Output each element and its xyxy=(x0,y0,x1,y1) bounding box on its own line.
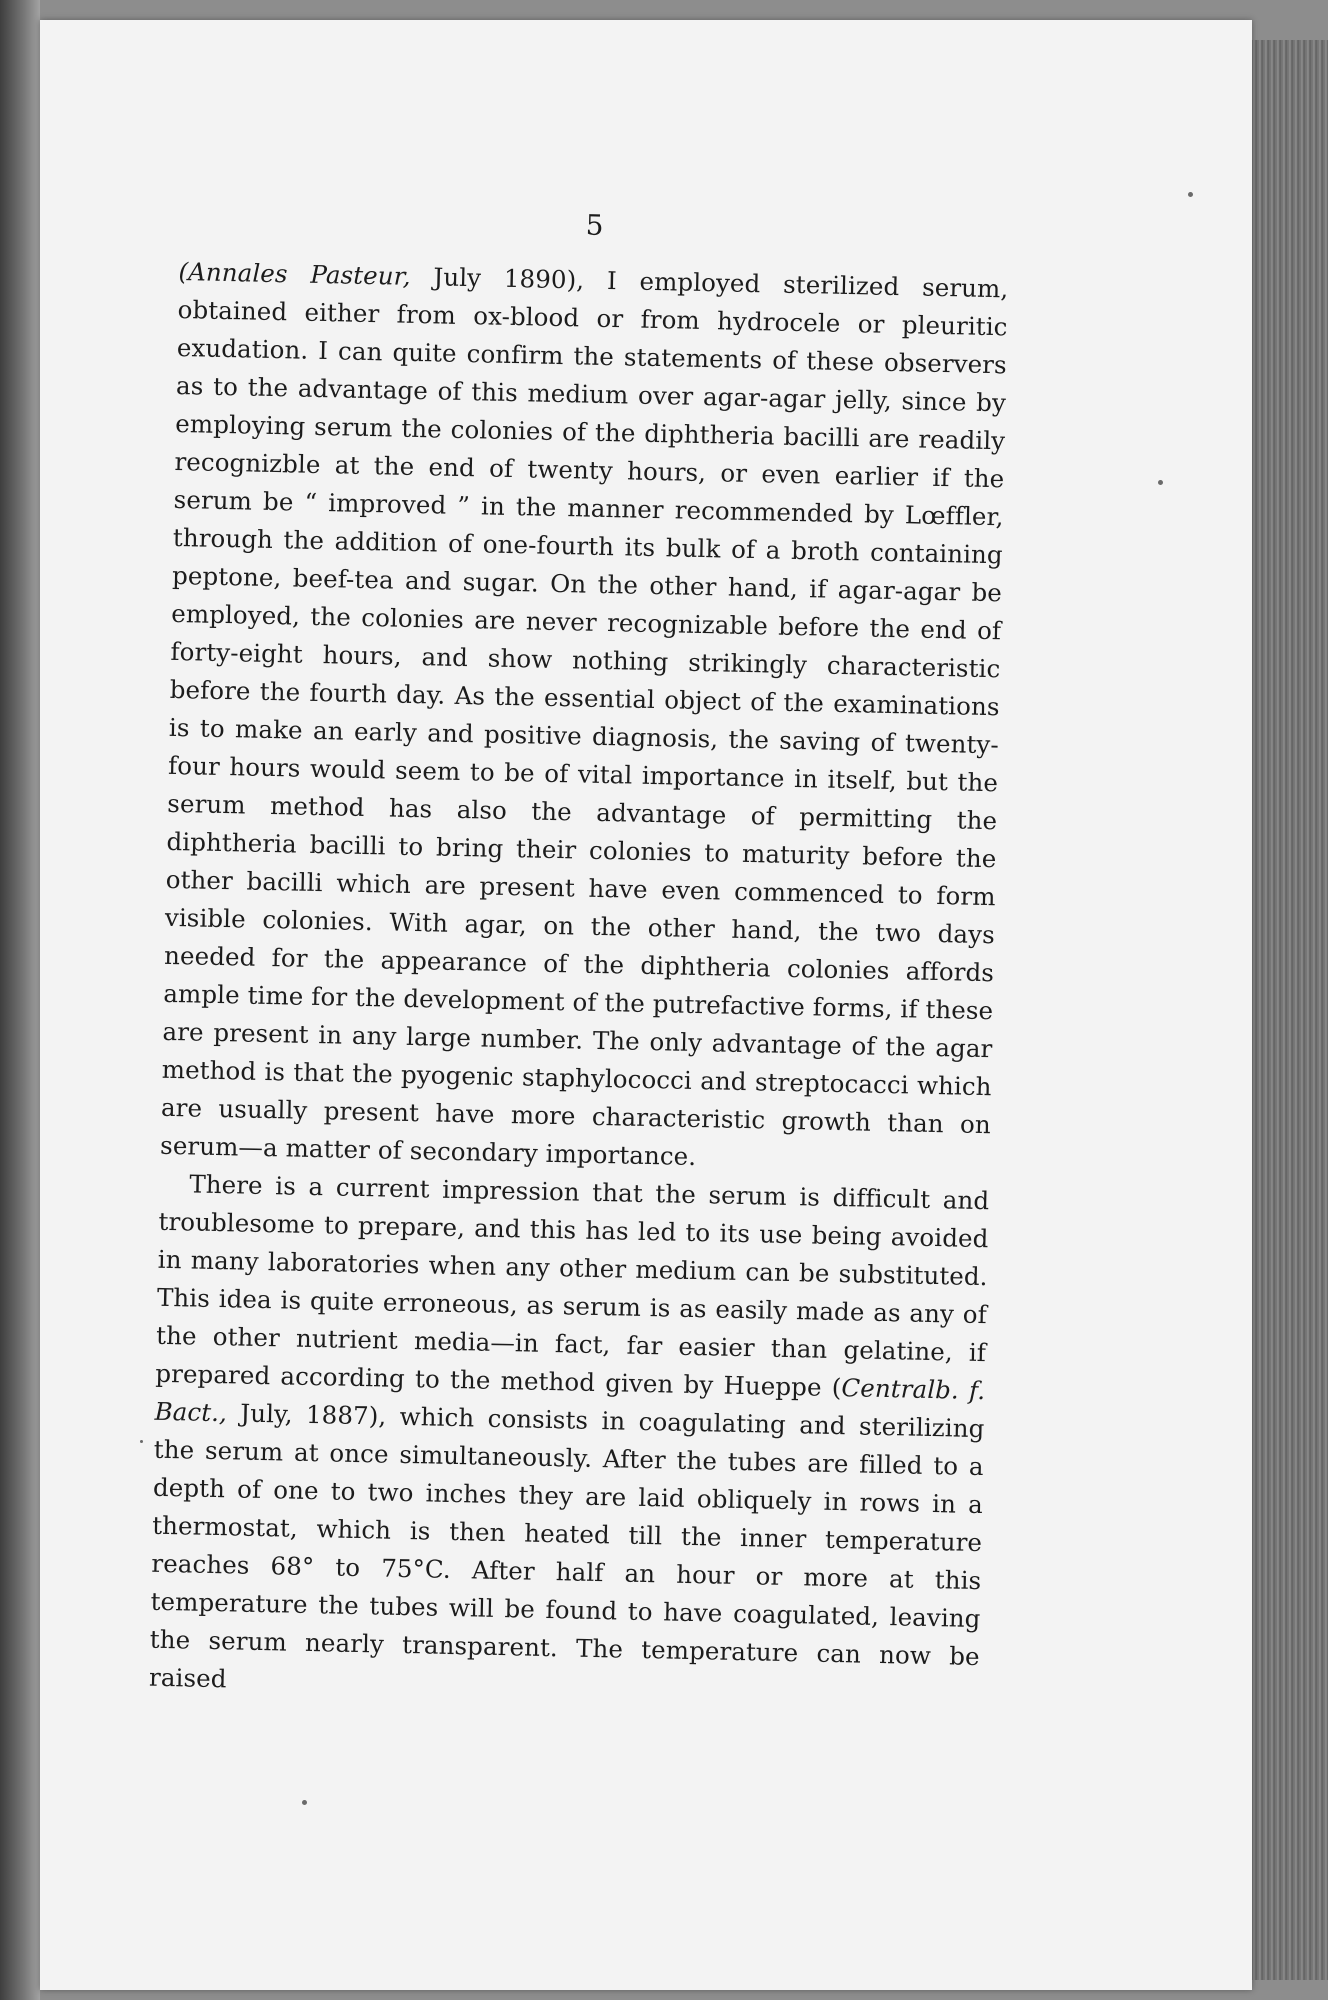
citation-italic: (Annales Pasteur, xyxy=(178,256,411,291)
page-content xyxy=(149,200,1010,1714)
dust-speck xyxy=(1158,480,1163,485)
dust-speck xyxy=(140,1440,143,1443)
citation-italic: Centralb. f. Bact., xyxy=(154,1373,986,1428)
dust-speck xyxy=(302,1800,307,1805)
body-text xyxy=(149,253,1009,1714)
paragraph-2-text-a: There is a current impression that the serum is difficult and troublesome to prepare, and this has led to its use being avoided in many laboratories when any other medium can be substituted. This idea is quite erroneous, as serum is as easily made as any of the other nutrient media—in fact, far easier than gelatine, if prepared according to the method given by Hueppe ( xyxy=(155,1169,990,1403)
paragraph-1-text: July 1890), I employed sterilized serum, obtained either from ox-blood or from hydrocele or pleuritic exudation. I can quite confirm the statements of these observers as to the advantage of this medium over agar-agar jelly, since by employing serum the colonies of the diphtheria bacilli are readily recognizble at the end of twenty hours, or even earlier if the serum be “ improved ” in the manner recommended by Lœffler, through the addition of one-fourth its bulk of a broth containing peptone, beef-tea and sugar. On the other hand, if agar-agar be employed, the colonies are never recognizable before the end of forty-eight hours, and show nothing strikingly characteristic before the fourth day. As the essential object of the examinations is to make an early and positive diagnosis, the saving of twenty-four hours would seem to be of vital importance in itself, but the serum method has also the advantage of permitting the diphtheria bacilli to bring their colonies to maturity before the other bacilli which are present have even commenced to form visible colonies. With agar, on the other hand, the two days needed for the appearance of the diphtheria colonies affords ample time for the development of the putrefactive forms, if these are present in any large number. The only advantage of the agar method is that the pyogenic staphylococci and streptocacci which are usually present have more characteristic growth than on serum—a matter of secondary importance. xyxy=(159,261,1009,1172)
paragraph-2 xyxy=(149,1165,990,1714)
adjacent-page-edge xyxy=(0,0,40,2000)
book-page-edges xyxy=(1252,40,1328,1980)
dust-speck xyxy=(1188,192,1193,197)
paragraph-1 xyxy=(160,253,1009,1182)
paragraph-2-text-b: July, 1887), which consists in coagulating and sterilizing the serum at once simultaneously. After the tubes are filled to a depth of one to two inches they are laid obliquely in rows in a thermostat, which is then heated till the inner temperature reaches 68° to 75°C. After half an hour or more at this temperature the tubes will be found to have coagulated, leaving the serum nearly transparent. The temperature can now be raised xyxy=(148,1398,985,1694)
page-number: 5 xyxy=(585,208,604,242)
